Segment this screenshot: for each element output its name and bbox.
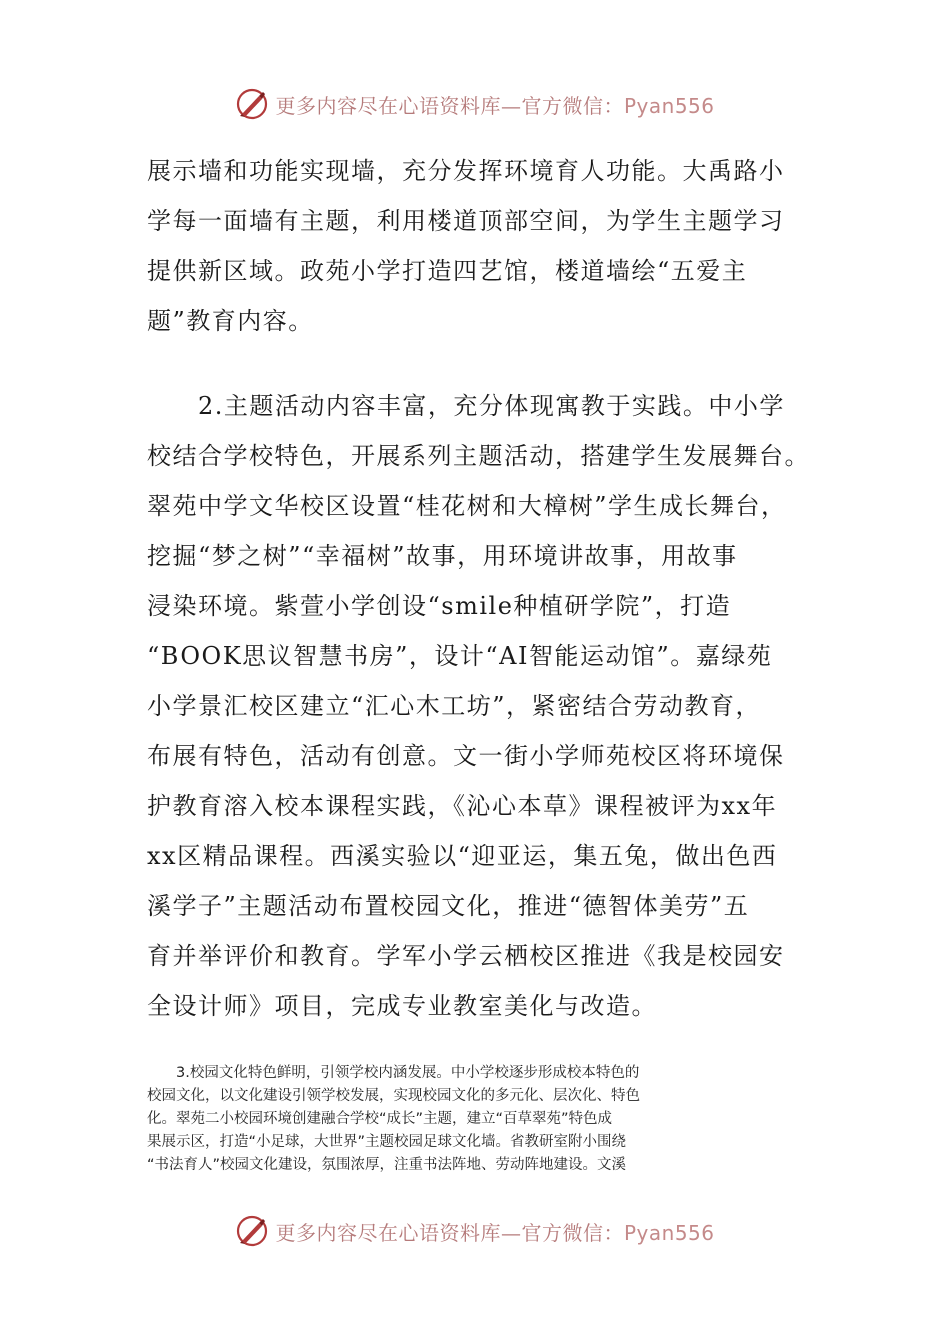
paragraph-2-line: 挖掘“梦之树”“幸福树”故事，用环境讲故事，用故事: [147, 542, 738, 570]
paragraph-2-line: 布展有特色，活动有创意。文一街小学师苑校区将环境保: [147, 742, 785, 770]
paragraph-2-line: 翠苑中学文华校区设置“桂花树和大樟树”学生成长舞台，: [147, 492, 787, 520]
paragraph-2: [147, 381, 810, 1031]
banner-wechat-id: Pyan556: [623, 1220, 715, 1245]
footer-banner: [0, 1211, 950, 1251]
paragraph-1-line: 提供新区域。政苑小学打造四艺馆，楼道墙绘“五爱主: [147, 257, 748, 285]
paragraph-1-line: 题”教育内容。: [147, 307, 314, 335]
paragraph-3-line: 校园文化，以文化建设引领学校发展，实现校园文化的多元化、层次化、特色: [147, 1088, 640, 1104]
paragraph-3-line: “书法育人”校园文化建设，氛围浓厚，注重书法阵地、劳动阵地建设。文溪: [147, 1157, 627, 1173]
pen-logo-icon: [235, 1214, 269, 1248]
paragraph-2-line: 浸染环境。紫萱小学创设“smile种植研学院”，打造: [147, 592, 732, 620]
paragraph-1: [147, 146, 807, 346]
paragraph-2-line: “BOOK思议智慧书房”，设计“AI智能运动馆”。嘉绿苑: [147, 642, 773, 670]
paragraph-3-line: 果展示区，打造“小足球，大世界”主题校园足球文化墙。省教研室附小围绕: [147, 1134, 627, 1150]
paragraph-2-line: 小学景汇校区建立“汇心木工坊”，紧密结合劳动教育，: [147, 692, 762, 720]
paragraph-2-line: 溪学子”主题活动布置校园文化，推进“德智体美劳”五: [147, 892, 750, 920]
footer-banner-text: [275, 1217, 714, 1246]
banner-wechat-id: Pyan556: [623, 93, 715, 118]
header-banner-text: [275, 90, 714, 119]
paragraph-3: [147, 1062, 807, 1177]
paragraph-2-line: xx区精品课程。西溪实验以“迎亚运，集五兔，做出色西: [147, 842, 778, 870]
banner-slogan: 更多内容尽在心语资料库—官方微信：: [275, 93, 624, 118]
paragraph-2-line: 育并举评价和教育。学军小学云栖校区推进《我是校园安: [147, 942, 785, 970]
paragraph-2-line: 校结合学校特色，开展系列主题活动，搭建学生发展舞台。: [147, 442, 810, 470]
paragraph-2-line: 2.主题活动内容丰富，充分体现寓教于实践。中小学: [147, 392, 785, 420]
paragraph-1-line: 展示墙和功能实现墙，充分发挥环境育人功能。大禹路小: [147, 157, 785, 185]
paragraph-3-line: 3.校园文化特色鲜明，引领学校内涵发展。中小学校逐步形成校本特色的: [147, 1065, 640, 1081]
paragraph-2-line: 全设计师》项目，完成专业教室美化与改造。: [147, 992, 657, 1020]
paragraph-2-line: 护教育溶入校本课程实践，《沁心本草》课程被评为xx年: [147, 792, 778, 820]
paragraph-3-line: 化。翠苑二小校园环境创建融合学校“成长”主题，建立“百草翠苑”特色成: [147, 1111, 613, 1127]
banner-slogan: 更多内容尽在心语资料库—官方微信：: [275, 1220, 624, 1245]
paragraph-1-line: 学每一面墙有主题，利用楼道顶部空间，为学生主题学习: [147, 207, 785, 235]
pen-logo-icon: [235, 87, 269, 121]
header-banner: [0, 84, 950, 124]
